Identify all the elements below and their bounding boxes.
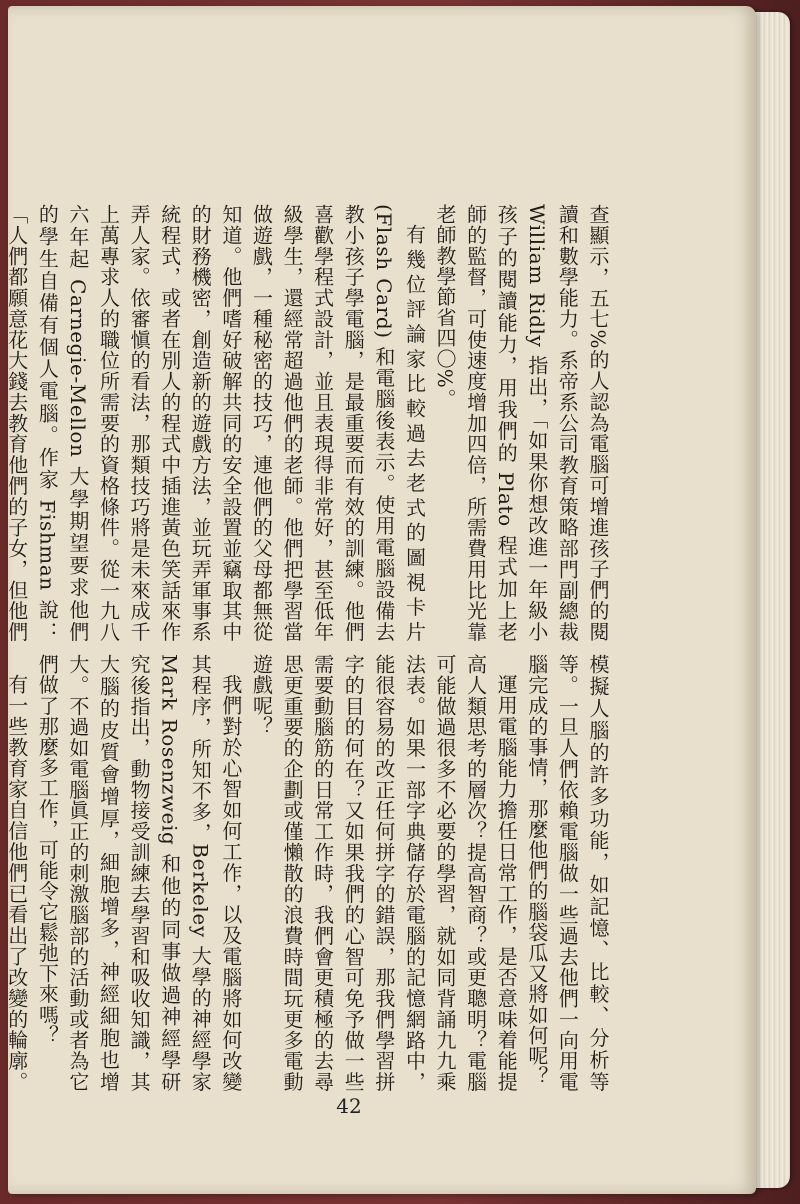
lower-text-column [4,654,613,1092]
page-number: 42 [336,1094,362,1118]
paragraph-simulate-brain: 模擬人腦的許多功能，如記憶、比較、分析等等。一旦人們依賴電腦做一些過去他們一向用電腦完成的事情，那麼他們的腦袋瓜又將如何呢？ [524,654,610,1092]
paragraph-neuroscience: 我們對於心智如何工作，以及電腦將如何改變其程序，所知不多，Berkeley 大學的神經學家 Mark Rosenzweig 和他的同事做過神經學研究後指出，動物接受訓練去學習和吸收知識，其大腦的皮質會增厚，細胞增多，神經細胞也增大。不過如電腦眞正的刺激腦部的活動或者為它們做了那麼多工作，可能令它鬆弛下來嗎？ [35,654,243,1092]
paragraph-flash-card: 有幾位評論家比較過去老式的圖視卡片 (Flash Card) 和電腦後表示。使用電腦設備去教小孩子學電腦，是最重要而有效的訓練。他們喜歡學程式設計，並且表現得非常好，甚至低年級學生，還經常超過他們的老師。他們把學習當做遊戲，一種秘密的技巧，連他們的父母都無從知道。他們嗜好破解共同的安全設置並竊取其中的財務機密，創造新的遊戲方法，並玩弄軍事系統程式，或者在別人的程式中插進黃色笑話來作弄人家。依審愼的看法，那類技巧將是未來成千上萬專求人的職位所需要的資格條件。從一九八六年起 Carnegie-Mellon 大學期望要求他們的學生自備有個人電腦。作家 Fishman 說：「人們都願意花大錢去教育他們的子女，但他們 [4,204,427,642]
paragraph-thinking-level: 運用電腦能力擔任日常工作，是否意味着能提高人類思考的層次？提高智商？或更聰明？電腦可能做過很多不必要的學習，就如同背誦九九乘法表。如果一部字典儲存於電腦的記憶網路中，能很容易的改正任何拼字的錯誤，那我們學習拼字的目的何在？又如果我們的心智可免予做一些需要動腦筋的日常工作時，我們會更積極的去尋思更重要的企劃或僅懶散的浪費時間玩更多電動遊戲呢？ [249,654,519,1092]
upper-text-column [4,204,613,642]
paragraph-papert-logo: 有一些教育家自信他們已看出了改變的輪廓。 [4,674,29,1092]
paragraph-survey: 查顯示，五七%的人認為電腦可增進孩子們的閱讀和數學能力。系帝系公司教育策略部門副總裁 William Ridly 指出，「如果你想改進一年級小孩子的閱讀能力，用我們的 Plato 程式加上老師的監督，可使速度增加四倍，所需費用比光靠老師教學節省四〇%。 [433,204,610,642]
book-page [4,6,756,1194]
